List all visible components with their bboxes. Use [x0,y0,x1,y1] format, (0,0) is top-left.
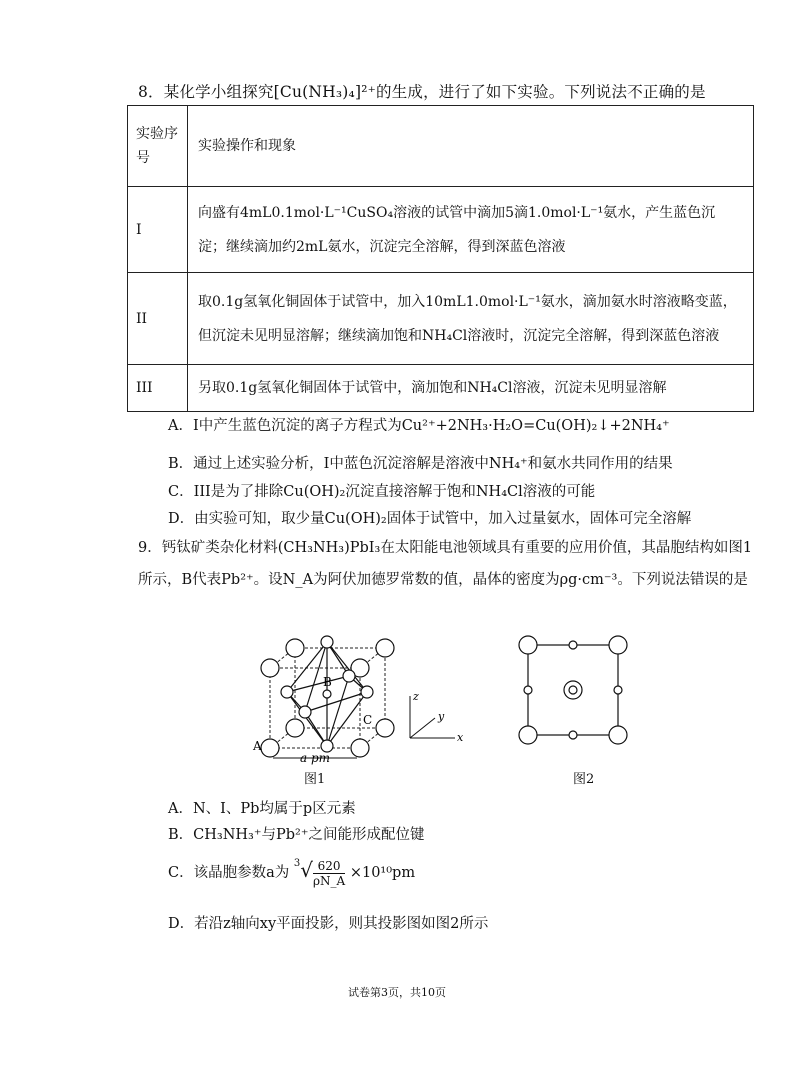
label-b: B [323,675,332,689]
q8-option-b: B．通过上述实验分析，I中蓝色沉淀溶解是溶液中NH₄⁺和氨水共同作用的结果 [168,456,673,472]
header-exp-no: 实验序号 [128,106,188,187]
frac-numerator: 620 [313,859,345,874]
q8-option-c: C．III是为了排除Cu(OH)₂沉淀直接溶解于饱和NH₄Cl溶液的可能 [168,484,596,500]
row-text: 向盛有4mL0.1mol·L⁻¹CuSO₄溶液的试管中滴加5滴1.0mol·L⁻¹氨水，产生蓝色沉淀；继续滴加约2mL氨水，沉淀完全溶解，得到深蓝色溶液 [188,187,754,273]
row-no: III [128,365,188,412]
axis-z-label: z [413,690,419,703]
q9-option-a: A．N、I、Pb均属于p区元素 [168,801,356,817]
figure-2-projection [508,630,638,750]
question-9-stem: 9．钙钛矿类杂化材料(CH₃NH₃)PbI₃在太阳能电池领域具有重要的应用价值，其晶胞结构如图1所示，B代表Pb²⁺。设N_A为阿伏加德罗常数的值，晶体的密度为ρg·cm⁻³。下列说法错误的是 [138,540,753,588]
axis-x-label: x [457,731,464,744]
row-text: 取0.1g氢氧化铜固体于试管中，加入10mL1.0mol·L⁻¹氨水，滴加氨水时溶液略变蓝，但沉淀未见明显溶解；继续滴加饱和NH₄Cl溶液时，沉淀完全溶解，得到深蓝色溶液 [188,273,754,365]
header-exp-op: 实验操作和现象 [188,106,754,187]
frac-denominator: ρN_A [312,873,346,888]
table-header-row [128,106,754,187]
label-c: C [363,713,373,727]
q9-option-d: D．若沿z轴向xy平面投影，则其投影图如图2所示 [168,916,489,932]
experiment-table [127,105,754,412]
q9-option-b: B．CH₃NH₃⁺与Pb²⁺之间能形成配位键 [168,827,425,843]
row-no: I [128,187,188,273]
axis-y-label: y [438,710,445,723]
q8-option-d: D．由实验可知，取少量Cu(OH)₂固体于试管中，加入过量氨水，固体可完全溶解 [168,511,692,527]
label-a-pm: a pm [300,751,331,765]
table-row [128,187,754,273]
page-footer: 试卷第3页，共10页 [348,986,446,999]
q9-option-c-suffix: ×10¹⁰pm [349,865,416,881]
q8-option-a: A．I中产生蓝色沉淀的离子方程式为Cu²⁺+2NH₃·H₂O=Cu(OH)₂↓+2NH₄⁺ [168,418,670,434]
figure-2-caption: 图2 [573,772,595,787]
table-row [128,365,754,412]
row-text: 另取0.1g氢氧化铜固体于试管中，滴加饱和NH₄Cl溶液，沉淀未见明显溶解 [188,365,754,412]
question-8-stem: 8．某化学小组探究[Cu(NH₃)₄]²⁺的生成，进行了如下实验。下列说法不正确的是 [138,83,706,101]
q9-option-c: C．该晶胞参数a为 $^3$√ $\frac{620}{\rho N\_A}$ ×10¹⁰pm [168,858,416,888]
table-row [128,273,754,365]
row-no: II [128,273,188,365]
q9-option-c-prefix: C．该晶胞参数a为 [168,865,290,881]
figure-1-unit-cell [245,628,475,768]
label-a: A [253,739,262,753]
figure-1-caption: 图1 [304,772,326,787]
